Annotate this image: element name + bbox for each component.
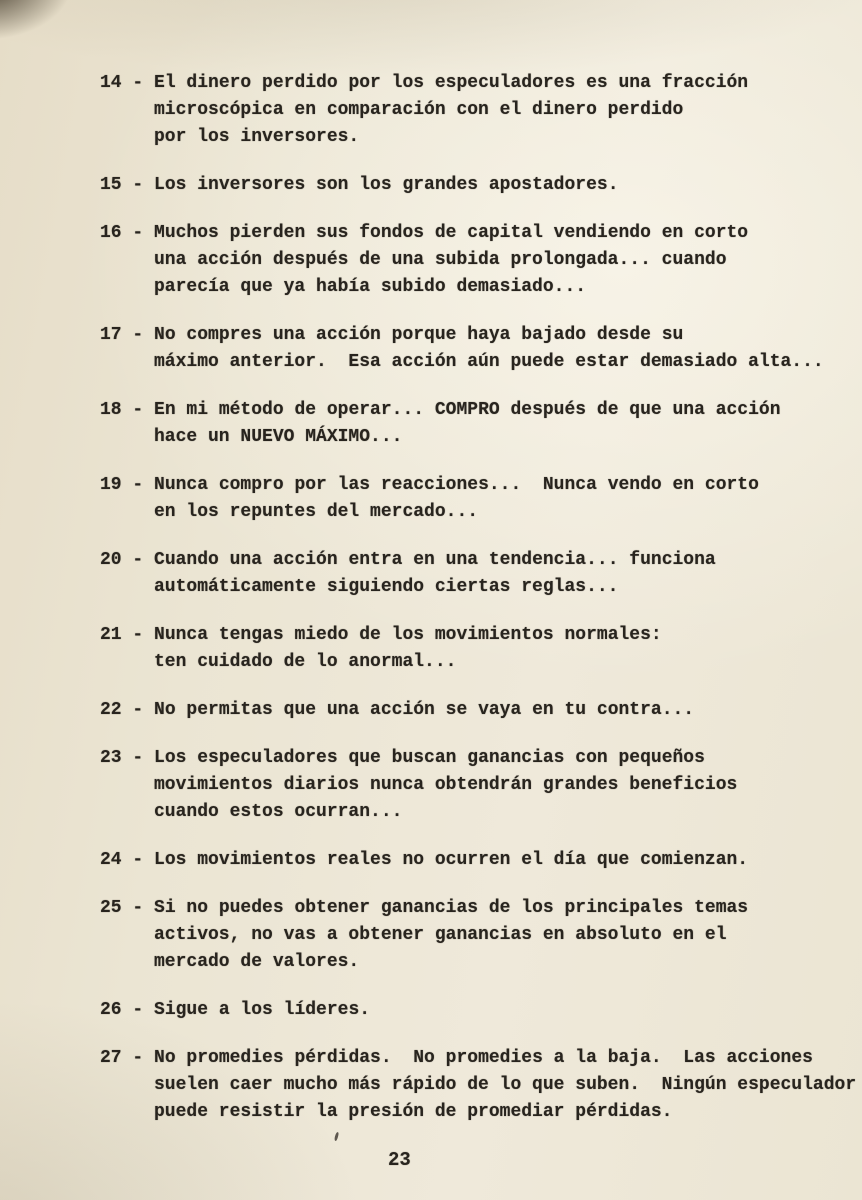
list-item xyxy=(100,622,862,676)
item-text: Sigue a los líderes. xyxy=(154,1000,371,1020)
item-first-line xyxy=(100,472,862,499)
item-continuation-line: máximo anterior. Esa acción aún puede estar demasiado alta... xyxy=(154,352,824,372)
item-continuation-line: en los repuntes del mercado... xyxy=(154,502,479,522)
item-text: Si no puedes obtener ganancias de los principales temas xyxy=(154,898,749,918)
item-first-line xyxy=(100,322,862,349)
item-first-line xyxy=(100,1045,862,1072)
item-first-line xyxy=(100,847,862,874)
item-first-line xyxy=(100,397,862,424)
item-continuation-line: suelen caer mucho más rápido de lo que suben. Ningún especulador xyxy=(154,1075,857,1095)
list-item xyxy=(100,397,862,451)
item-continuation-line: mercado de valores. xyxy=(154,952,360,972)
item-separator: - xyxy=(121,175,155,195)
item-first-line xyxy=(100,697,862,724)
item-first-line xyxy=(100,220,862,247)
item-number: 26 xyxy=(100,1000,122,1020)
item-separator: - xyxy=(121,1048,155,1068)
item-continuation-line: una acción después de una subida prolongada... cuando xyxy=(154,250,727,270)
item-first-line xyxy=(100,745,862,772)
item-number: 17 xyxy=(100,325,122,345)
item-separator: - xyxy=(121,850,155,870)
item-number: 15 xyxy=(100,175,122,195)
item-text: No promedies pérdidas. No promedies a la baja. Las acciones xyxy=(154,1048,813,1068)
list-item xyxy=(100,322,862,376)
item-number: 19 xyxy=(100,475,122,495)
list-item xyxy=(100,472,862,526)
item-first-line xyxy=(100,895,862,922)
item-separator: - xyxy=(121,748,155,768)
item-number: 25 xyxy=(100,898,122,918)
item-continuation-line: ten cuidado de lo anormal... xyxy=(154,652,457,672)
item-number: 22 xyxy=(100,700,122,720)
item-number: 27 xyxy=(100,1048,122,1068)
item-text: El dinero perdido por los especuladores es una fracción xyxy=(154,73,749,93)
item-separator: - xyxy=(121,700,155,720)
item-continuation-line: movimientos diarios nunca obtendrán grandes beneficios xyxy=(154,775,738,795)
item-continuation-line: hace un NUEVO MÁXIMO... xyxy=(154,427,403,447)
item-number: 23 xyxy=(100,748,122,768)
item-text: No permitas que una acción se vaya en tu contra... xyxy=(154,700,695,720)
item-text: Nunca tengas miedo de los movimientos normales: xyxy=(154,625,662,645)
item-continuation-line: parecía que ya había subido demasiado... xyxy=(154,277,587,297)
item-text: Nunca compro por las reacciones... Nunca vendo en corto xyxy=(154,475,759,495)
item-continuation-line: por los inversores. xyxy=(154,127,360,147)
rules-list xyxy=(100,70,862,1126)
item-continuation-line: cuando estos ocurran... xyxy=(154,802,403,822)
item-number: 18 xyxy=(100,400,122,420)
item-text: Muchos pierden sus fondos de capital vendiendo en corto xyxy=(154,223,749,243)
item-separator: - xyxy=(121,223,155,243)
list-item xyxy=(100,172,862,199)
ink-smudge-artifact xyxy=(334,1132,339,1141)
list-item xyxy=(100,895,862,976)
item-separator: - xyxy=(121,550,155,570)
list-item xyxy=(100,847,862,874)
item-separator: - xyxy=(121,625,155,645)
item-separator: - xyxy=(121,475,155,495)
item-text: En mi método de operar... COMPRO después de que una acción xyxy=(154,400,781,420)
item-first-line xyxy=(100,172,862,199)
item-first-line xyxy=(100,70,862,97)
item-continuation-line: microscópica en comparación con el dinero perdido xyxy=(154,100,684,120)
list-item xyxy=(100,220,862,301)
item-first-line xyxy=(100,997,862,1024)
list-item xyxy=(100,697,862,724)
item-first-line xyxy=(100,622,862,649)
item-text: No compres una acción porque haya bajado desde su xyxy=(154,325,684,345)
item-number: 21 xyxy=(100,625,122,645)
list-item xyxy=(100,547,862,601)
item-number: 14 xyxy=(100,73,122,93)
item-separator: - xyxy=(121,400,155,420)
list-item xyxy=(100,745,862,826)
item-text: Los especuladores que buscan ganancias con pequeños xyxy=(154,748,705,768)
item-first-line xyxy=(100,547,862,574)
item-continuation-line: activos, no vas a obtener ganancias en absoluto en el xyxy=(154,925,727,945)
item-separator: - xyxy=(121,325,155,345)
page-number: 23 xyxy=(388,1149,411,1171)
item-text: Los movimientos reales no ocurren el día que comienzan. xyxy=(154,850,749,870)
item-separator: - xyxy=(121,1000,155,1020)
list-item xyxy=(100,70,862,151)
item-number: 20 xyxy=(100,550,122,570)
list-item xyxy=(100,997,862,1024)
list-item xyxy=(100,1045,862,1126)
item-continuation-line: automáticamente siguiendo ciertas reglas... xyxy=(154,577,619,597)
item-continuation-line: puede resistir la presión de promediar pérdidas. xyxy=(154,1102,673,1122)
item-text: Cuando una acción entra en una tendencia... funciona xyxy=(154,550,716,570)
item-number: 16 xyxy=(100,223,122,243)
item-separator: - xyxy=(121,73,155,93)
item-number: 24 xyxy=(100,850,122,870)
item-text: Los inversores son los grandes apostadores. xyxy=(154,175,619,195)
item-separator: - xyxy=(121,898,155,918)
